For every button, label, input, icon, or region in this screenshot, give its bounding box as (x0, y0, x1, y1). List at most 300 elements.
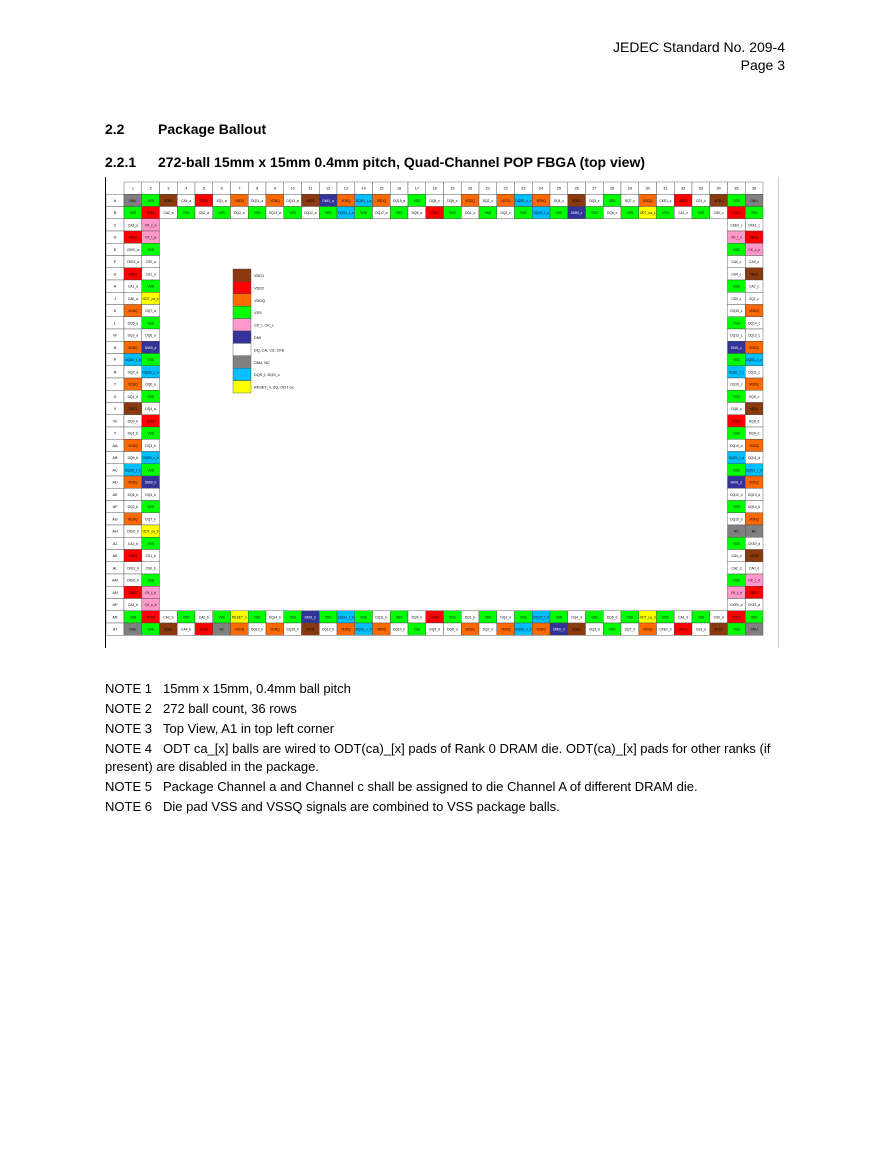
ball (390, 194, 408, 206)
ball (124, 439, 142, 451)
ball (248, 207, 266, 219)
ball-label: VDD1 (749, 554, 759, 559)
ball-label: VDD2 (146, 211, 156, 216)
ball-label: VSS (147, 358, 154, 363)
ball (745, 329, 763, 341)
ball-label: DQ8_a (411, 211, 423, 216)
col-header (373, 182, 391, 194)
ball-label: VDDQ (234, 198, 245, 203)
ball-label: VSS (129, 211, 137, 216)
ball-label: VDD1 (749, 272, 759, 277)
ball (142, 415, 160, 427)
ball (142, 354, 160, 366)
ball-label: VDD2 (146, 615, 156, 620)
ball-label: NC (219, 627, 225, 632)
col-header (213, 182, 231, 194)
ball-label: DQ12_c (748, 333, 761, 338)
col-header (550, 182, 568, 194)
ball-label: DQ9_b (411, 615, 423, 620)
ball (728, 439, 746, 451)
col-header-label: 26 (574, 186, 579, 191)
col-header-label: 1 (131, 186, 134, 191)
col-header-label: 11 (308, 186, 313, 191)
ball (728, 268, 746, 280)
ball-label: VSS (147, 468, 154, 473)
subsection-title: 272-ball 15mm x 15mm 0.4mm pitch, Quad-Channel POP FBGA (top view) (158, 154, 646, 170)
col-header-label: 2 (149, 186, 152, 191)
ball-label: CK_t_c (730, 235, 742, 240)
ball (284, 194, 302, 206)
note-label: NOTE 6 (105, 799, 152, 814)
ball-label: VSS (750, 615, 758, 620)
ball (745, 231, 763, 243)
ball-label: VDD2 (731, 211, 741, 216)
row-label-label: D (113, 235, 117, 240)
ball (745, 488, 763, 500)
ball-label: VSS (733, 468, 740, 473)
col-header-label: 24 (539, 186, 544, 191)
ball-label: CKE0_b (126, 529, 140, 534)
ball-label: CKE1_c (748, 223, 761, 228)
ball (195, 207, 213, 219)
col-header-label: 23 (521, 186, 526, 191)
ball-label: VSS (662, 211, 669, 216)
ball (177, 611, 195, 623)
row-label-label: V (113, 407, 117, 412)
ball-label: DQ0_a (145, 382, 156, 387)
ball-label: CA4_c (731, 272, 742, 277)
ball (142, 194, 160, 206)
ball (728, 525, 746, 537)
note-text: ODT ca_[x] balls are wired to ODT(ca)_[x] pads of Rank 0 DRAM die. ODT(ca)_[x] pads for other ranks (if present) are disabled in the package. (105, 741, 771, 774)
ball-label: VSS (395, 615, 403, 620)
ball (408, 611, 426, 623)
ball (621, 194, 639, 206)
ball (160, 207, 178, 219)
ball (124, 207, 142, 219)
col-header-label: 4 (185, 186, 188, 191)
row-label-label: AE (112, 492, 118, 497)
row-label-label: A (113, 198, 117, 203)
col-header (195, 182, 213, 194)
ball-label: VDD1 (714, 198, 724, 203)
ball (142, 366, 160, 378)
ball (142, 537, 160, 549)
ball-label: CKE0_b (126, 578, 140, 583)
ball-label: VSS (520, 615, 527, 620)
subsection-heading (105, 154, 645, 170)
ball (124, 354, 142, 366)
legend-label: VDD1 (254, 274, 265, 278)
ball-label: VSS (182, 211, 190, 216)
ball (603, 623, 621, 635)
ball (302, 611, 320, 623)
ball-label: DQ1_a (127, 394, 139, 399)
ball (337, 623, 355, 635)
row-label (106, 207, 124, 219)
ball (426, 611, 444, 623)
ball (124, 231, 142, 243)
note-item (105, 720, 785, 738)
ball-label: VSS (413, 627, 421, 632)
ball-label: VSS (608, 627, 616, 632)
ball (177, 194, 195, 206)
ball (728, 231, 746, 243)
ball-label: DNU (129, 627, 137, 632)
ball-label: DQS0_c_d (515, 627, 532, 632)
ball-label: DQS1_t_d (728, 456, 745, 461)
ball (674, 623, 692, 635)
ball-label: DQ12_d (730, 492, 743, 497)
ball (745, 366, 763, 378)
ball-label: DQS0_t_b (125, 468, 141, 473)
ball-label: CA4_b (181, 627, 192, 632)
ball (728, 537, 746, 549)
col-header (355, 182, 373, 194)
ball-label: VDD2 (678, 627, 688, 632)
ball-label: VSS (591, 615, 598, 620)
row-label (106, 525, 124, 537)
col-header (231, 182, 249, 194)
ball (745, 537, 763, 549)
ball (142, 452, 160, 464)
col-header-label: 16 (397, 186, 402, 191)
ball (692, 207, 710, 219)
ball-label: DMI1_c (730, 345, 743, 350)
ball (426, 207, 444, 219)
ball-label: CK_t_a (145, 235, 157, 240)
ball (728, 562, 746, 574)
ball-label: DQ12_b (321, 627, 335, 632)
ball (142, 488, 160, 500)
ball-label: CS1_d (695, 627, 706, 632)
ball-label: CA1_a (127, 284, 138, 289)
col-header (568, 182, 586, 194)
ball (532, 611, 550, 623)
ball (231, 207, 249, 219)
ball-label: DQ11_d (748, 456, 761, 461)
legend-label: DQ, CA, CS, CKE (254, 348, 285, 353)
ball (728, 574, 746, 586)
row-label-label: AT (112, 627, 118, 632)
ball (461, 623, 479, 635)
ball-label: DQ6_d (606, 615, 618, 620)
ball-label: CS0_a (145, 260, 156, 265)
ball (692, 194, 710, 206)
ball-label: CS0_b (145, 566, 156, 571)
col-header (532, 182, 550, 194)
row-label (106, 341, 124, 353)
row-label-label: E (113, 247, 117, 252)
ball-label: DQ14_c (748, 321, 761, 326)
ball-label: DQ3_d (589, 627, 600, 632)
row-label (106, 599, 124, 611)
ball (550, 623, 568, 635)
row-label (106, 513, 124, 525)
ball-label: ODT_ca_b (142, 529, 159, 534)
ball-label: VSS (733, 198, 740, 203)
col-header (728, 182, 746, 194)
row-label (106, 586, 124, 598)
ball (142, 403, 160, 415)
ball-label: DQ2_a (127, 370, 139, 375)
ball (639, 623, 657, 635)
ball (426, 194, 444, 206)
ball (728, 243, 746, 255)
ball (142, 305, 160, 317)
ball (142, 586, 160, 598)
row-label-label: H (113, 284, 117, 289)
ball (728, 476, 746, 488)
ball-label: VSS (733, 541, 740, 546)
ball (231, 623, 249, 635)
ball (195, 623, 213, 635)
row-label (106, 219, 124, 231)
ball-label: CKE0_a (126, 247, 140, 252)
row-label (106, 427, 124, 439)
legend-swatch (233, 331, 251, 343)
col-header (142, 182, 160, 194)
ball-label: DQS0_t_c (533, 211, 549, 216)
col-header-label: 35 (734, 186, 739, 191)
ball (745, 439, 763, 451)
ball (728, 329, 746, 341)
ball-label: CS1_a (145, 272, 156, 277)
ball-label: DQS1_t_c (728, 370, 744, 375)
ball (124, 243, 142, 255)
ball-label: DQ5_c (429, 198, 440, 203)
ball (124, 586, 142, 598)
col-header-label: 25 (556, 186, 561, 191)
ball (710, 611, 728, 623)
ball (728, 292, 746, 304)
ball-label: DQ13_a (286, 198, 299, 203)
ball (124, 513, 142, 525)
legend-label: RESET_n, ZQ, ODT ca (254, 385, 294, 390)
ball-label: VDD1 (163, 627, 173, 632)
ball (745, 623, 763, 635)
ball (124, 280, 142, 292)
ball-label: VDD2 (731, 419, 741, 424)
ball-label: DQ13_c (730, 333, 743, 338)
row-label (106, 488, 124, 500)
ball-label: VDD2 (678, 198, 688, 203)
row-label (106, 501, 124, 513)
ball (124, 268, 142, 280)
ball (728, 488, 746, 500)
ball (745, 256, 763, 268)
row-label-label: B (113, 211, 117, 216)
ball-label: DQ2_c (500, 211, 511, 216)
ball-label: RESET_n (232, 615, 247, 620)
ball-label: DQS0_c_c (515, 198, 532, 203)
ball (124, 452, 142, 464)
ball (479, 623, 497, 635)
ball-label: VDDQ (128, 443, 138, 448)
note-label: NOTE 1 (105, 681, 152, 696)
row-label (106, 611, 124, 623)
ball-label: DQ6_d (447, 627, 458, 632)
row-label-label: AB (112, 456, 118, 461)
ball-label: VDDQ (270, 627, 280, 632)
ball-label: CKE1_c (659, 198, 672, 203)
ball-label: DMI1_d (730, 480, 743, 485)
ball (728, 305, 746, 317)
row-label (106, 243, 124, 255)
ball-label: VDDQ (270, 198, 280, 203)
ball-label: CKE1_d (747, 603, 761, 608)
page-number: Page 3 (740, 57, 785, 73)
row-label-label: AF (112, 505, 118, 510)
ball (231, 194, 249, 206)
ball (124, 292, 142, 304)
ball (142, 207, 160, 219)
ball-label: VSS (733, 284, 740, 289)
ball-label: DQ5_a (127, 321, 139, 326)
ball-label: CA0_d (749, 566, 760, 571)
ball-label: DQ3_b (145, 443, 156, 448)
row-label-label: AG (112, 517, 118, 522)
ball (142, 292, 160, 304)
ball-label: DQS0_t_a (125, 358, 141, 363)
ball (124, 366, 142, 378)
ball-label: VDDQ (500, 198, 511, 203)
row-label (106, 292, 124, 304)
ball (710, 207, 728, 219)
ball (124, 599, 142, 611)
ball (142, 611, 160, 623)
note-text: Top View, A1 in top left corner (163, 721, 335, 736)
ball (745, 317, 763, 329)
ball-label: CS1_b (145, 554, 156, 559)
ball-label: DQ7_a (145, 309, 156, 314)
ball (532, 623, 550, 635)
col-header-label: 18 (432, 186, 437, 191)
ball (532, 207, 550, 219)
ball (390, 611, 408, 623)
row-label-label: G (113, 272, 117, 277)
ball (142, 562, 160, 574)
ball (373, 623, 391, 635)
ball (124, 562, 142, 574)
ball-label: VDDQ (500, 627, 511, 632)
ball (355, 207, 373, 219)
ball (142, 464, 160, 476)
row-label (106, 256, 124, 268)
row-label-label: C (113, 223, 117, 228)
ball (657, 194, 675, 206)
row-label (106, 305, 124, 317)
ball (550, 194, 568, 206)
row-label (106, 403, 124, 415)
ball-label: VSS (360, 211, 367, 216)
ball-label: DQS1_c_b (355, 627, 372, 632)
ball-label: CA1_d (678, 615, 689, 620)
row-label (106, 550, 124, 562)
ball (142, 599, 160, 611)
row-label-label: M (113, 333, 117, 338)
ball (728, 354, 746, 366)
ball (444, 611, 462, 623)
col-header (390, 182, 408, 194)
ball-label: DQ3_a (127, 333, 139, 338)
ball-label: VDD2 (731, 615, 741, 620)
ball-label: VSS (555, 211, 563, 216)
col-header-label: 5 (202, 186, 205, 191)
ball (124, 464, 142, 476)
note-text: Package Channel a and Channel c shall be assigned to die Channel A of different DRAM die. (163, 779, 698, 794)
col-header-label: 17 (414, 186, 419, 191)
ball (142, 243, 160, 255)
ball-label: VSS (253, 615, 261, 620)
col-header (674, 182, 692, 194)
ball (603, 207, 621, 219)
ball (284, 207, 302, 219)
ball-label: VSS (484, 615, 492, 620)
legend-label: VSS (254, 311, 262, 316)
ball-label: CKE1_d (659, 627, 672, 632)
col-header (337, 182, 355, 194)
ball (124, 623, 142, 635)
ball-label: DQ1_b (464, 615, 476, 620)
col-header-label: 22 (503, 186, 508, 191)
ball-label: DQ10_b (392, 627, 406, 632)
ball-label: DQ7_b (145, 517, 156, 522)
ball-label: DQ7_d (624, 627, 636, 632)
row-label (106, 476, 124, 488)
col-header (124, 182, 142, 194)
row-label-label: AL (112, 566, 118, 571)
row-label-label: Y (113, 431, 117, 436)
ball (745, 280, 763, 292)
ball-label: VDD2 (128, 590, 138, 595)
ball (444, 207, 462, 219)
row-label-label: AP (112, 603, 118, 608)
ball-label: CA2_b (163, 615, 174, 620)
note-label: NOTE 3 (105, 721, 152, 736)
ball-label: VSS (413, 198, 421, 203)
ball (142, 341, 160, 353)
ball-label: CKE0_d (730, 603, 743, 608)
ball (160, 623, 178, 635)
ball-label: VDDQ (642, 627, 653, 632)
ball (728, 194, 746, 206)
ball-label: DQS1_t_b (338, 615, 354, 620)
ball (337, 194, 355, 206)
ball-label: DQ10_c (730, 382, 743, 387)
ball (728, 415, 746, 427)
ball (745, 574, 763, 586)
note-text: 272 ball count, 36 rows (163, 701, 297, 716)
ball (745, 341, 763, 353)
ball (710, 194, 728, 206)
ball-label: DQS1_c_d (746, 468, 763, 473)
ball (603, 611, 621, 623)
ball (745, 268, 763, 280)
ball-label: VSS (733, 505, 740, 510)
ball-label: VDD2 (128, 235, 138, 240)
ball (142, 317, 160, 329)
ball-label: CK_c_d (748, 578, 760, 583)
ball-label: VDD1 (305, 198, 315, 203)
ball (142, 329, 160, 341)
ball (355, 611, 373, 623)
ball-label: DMI1_a (322, 198, 334, 203)
col-header-label: 33 (698, 186, 703, 191)
ball (195, 194, 213, 206)
ball-label: DQS1_t_a (338, 211, 354, 216)
ball-label: VSS (697, 211, 705, 216)
